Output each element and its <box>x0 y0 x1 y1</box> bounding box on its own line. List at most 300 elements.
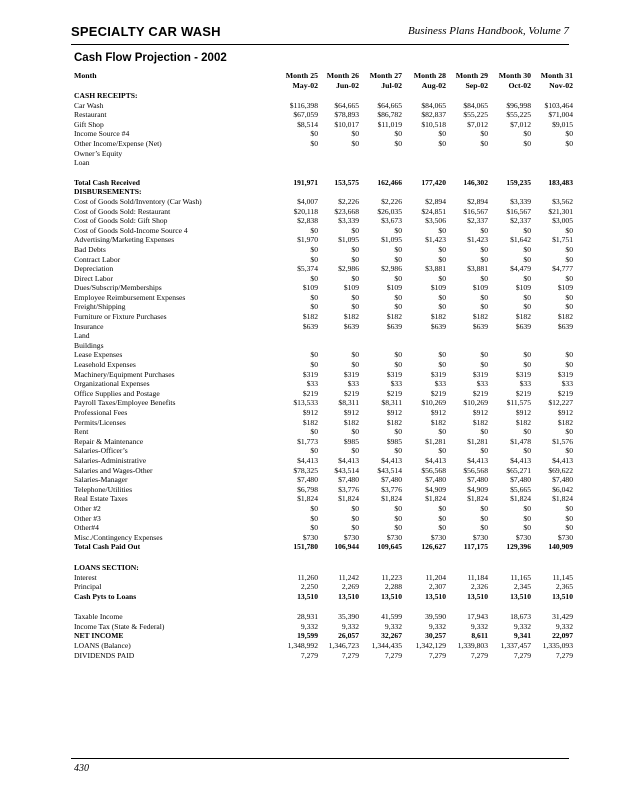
cell: $7,480 <box>552 475 573 485</box>
cell: $0 <box>565 302 573 312</box>
table-row <box>74 475 573 485</box>
table-row <box>74 158 564 168</box>
total-row <box>74 591 573 602</box>
cell: $2,226 <box>338 196 359 206</box>
cell: $86,782 <box>377 110 402 120</box>
cell: Month 27 <box>369 71 402 80</box>
cell: $0 <box>523 244 531 254</box>
cell: $0 <box>394 446 402 456</box>
cell: $16,567 <box>506 206 531 216</box>
cell: $0 <box>438 273 446 283</box>
cell: $0 <box>565 138 573 148</box>
row-label: DIVIDENDS PAID <box>74 650 135 660</box>
cell: $0 <box>565 503 573 513</box>
cell: $0 <box>523 225 531 235</box>
cell: 2,365 <box>555 582 573 592</box>
cell: 9,332 <box>384 621 402 631</box>
cell: $0 <box>523 503 531 513</box>
row-label: Other #3 <box>74 513 101 523</box>
cell: $730 <box>430 532 446 542</box>
table-row <box>74 216 573 226</box>
cell: $71,004 <box>548 110 573 120</box>
table-row <box>74 379 573 389</box>
row-label: LOANS (Balance) <box>74 641 131 651</box>
cell: $4,413 <box>338 455 359 465</box>
cell: $3,673 <box>381 216 402 226</box>
cell: $0 <box>565 254 573 264</box>
cell: $182 <box>430 417 446 427</box>
cell: 2,345 <box>513 582 531 592</box>
cell: $0 <box>480 225 488 235</box>
cell: $0 <box>351 244 359 254</box>
summary-row <box>74 631 573 641</box>
cell: $912 <box>302 408 318 417</box>
table-row <box>74 110 573 120</box>
cell: $0 <box>310 523 318 533</box>
cell: $0 <box>351 138 359 148</box>
cell: $2,337 <box>467 216 488 226</box>
cell: Nov-02 <box>549 81 573 90</box>
table-row <box>74 273 573 284</box>
page-number: 430 <box>74 763 89 774</box>
cell: $0 <box>394 273 402 283</box>
cell: $0 <box>565 446 573 456</box>
cell: $0 <box>351 360 359 370</box>
table-row <box>74 582 573 592</box>
cell: $0 <box>565 129 573 139</box>
cell: $0 <box>394 302 402 312</box>
cell: $0 <box>310 513 318 523</box>
cell: Month 30 <box>498 71 531 80</box>
cell: $7,012 <box>467 119 488 129</box>
row-label: LOANS SECTION: <box>74 562 139 572</box>
cell: $0 <box>438 446 446 456</box>
cell: $639 <box>430 321 446 331</box>
table-row <box>74 149 564 159</box>
cell: $56,568 <box>463 465 488 475</box>
cell: $0 <box>523 254 531 264</box>
row-label: Cost of Goods Sold: Gift Shop <box>74 216 168 226</box>
cell: $219 <box>302 388 318 398</box>
cell: $1,576 <box>552 436 573 446</box>
table-row <box>74 341 564 351</box>
cell: 117,175 <box>463 542 488 552</box>
table-row <box>74 484 573 495</box>
cell: $0 <box>523 523 531 533</box>
cell: $730 <box>472 532 488 542</box>
cell: $0 <box>310 292 318 302</box>
cell: Sep-02 <box>465 81 488 90</box>
row-label: Cost of Goods Sold-Income Source 4 <box>74 225 188 235</box>
cell: 41,599 <box>381 612 402 622</box>
cell: $182 <box>302 312 318 322</box>
row-label: NET INCOME <box>74 631 124 641</box>
cell: $319 <box>515 369 531 379</box>
row-label: Employee Reimbursement Expenses <box>74 292 186 302</box>
cell: 13,510 <box>552 591 573 601</box>
summary-row <box>74 621 573 632</box>
cell: $0 <box>310 360 318 370</box>
table-row <box>74 455 573 466</box>
cell: $0 <box>523 513 531 523</box>
row-label: Office Supplies and Postage <box>74 388 160 398</box>
table-row <box>74 254 573 265</box>
cell: 177,420 <box>421 177 446 187</box>
cell: 153,575 <box>334 177 359 187</box>
cell: $0 <box>480 129 488 139</box>
cell: $33 <box>519 379 531 389</box>
row-label: Taxable Income <box>74 612 123 622</box>
cell: $0 <box>351 446 359 456</box>
total-row <box>74 177 573 188</box>
cell: $10,269 <box>463 398 488 408</box>
table-row <box>74 513 573 524</box>
cell: $319 <box>557 369 573 379</box>
cell: 11,260 <box>297 572 318 582</box>
spacer <box>74 601 564 612</box>
page-title: Cash Flow Projection - 2002 <box>74 52 227 64</box>
row-label: Total Cash Received <box>74 177 140 187</box>
summary-row <box>74 650 573 661</box>
cell: $64,665 <box>377 100 402 110</box>
cell: $0 <box>438 513 446 523</box>
cell: $912 <box>430 408 446 417</box>
cell: $0 <box>523 350 531 360</box>
cell: $319 <box>343 369 359 379</box>
cell: $985 <box>343 436 359 446</box>
cell: 2,250 <box>300 582 318 592</box>
cell: $0 <box>438 129 446 139</box>
cell: $182 <box>302 417 318 427</box>
cell: 9,332 <box>300 621 318 631</box>
cell: 183,483 <box>548 177 573 187</box>
cell: $0 <box>480 302 488 312</box>
cell: $0 <box>351 302 359 312</box>
cell: $16,567 <box>463 206 488 216</box>
cell: $0 <box>394 244 402 254</box>
cell: $2,337 <box>510 216 531 226</box>
cell: $219 <box>472 388 488 398</box>
cell: $10,518 <box>421 119 446 129</box>
cell: $5,665 <box>510 484 531 494</box>
row-label: Cost of Goods Sold: Restaurant <box>74 206 171 216</box>
row-label: Car Wash <box>74 100 104 110</box>
cell: $1,281 <box>467 436 488 446</box>
cell: $109 <box>302 283 318 293</box>
cell: Aug-02 <box>421 81 446 90</box>
cell: $0 <box>523 292 531 302</box>
cell: $84,065 <box>421 100 446 110</box>
row-label: Salaries-Manager <box>74 475 128 485</box>
cell: $0 <box>523 138 531 148</box>
cell: $96,998 <box>506 100 531 110</box>
cell: 11,204 <box>425 572 446 582</box>
cell: $1,095 <box>381 235 402 245</box>
row-label: Furniture or Fixture Purchases <box>74 312 167 322</box>
cell: $730 <box>515 532 531 542</box>
row-label: Cash Pyts to Loans <box>74 591 137 601</box>
cell: $82,837 <box>421 110 446 120</box>
cell: 1,337,457 <box>500 641 531 651</box>
cell: $0 <box>351 350 359 360</box>
cell: $0 <box>480 254 488 264</box>
spacer <box>74 552 564 563</box>
cell: 2,326 <box>470 582 488 592</box>
cell: $182 <box>386 417 402 427</box>
cell: $0 <box>438 244 446 254</box>
cell: $1,423 <box>467 235 488 245</box>
cell: $219 <box>343 388 359 398</box>
cell: 19,599 <box>297 631 318 641</box>
cell: $20,118 <box>293 206 318 216</box>
header-row <box>74 81 573 91</box>
cell: 140,909 <box>548 542 573 552</box>
cell: $103,464 <box>544 100 573 110</box>
cell: $0 <box>523 427 531 437</box>
cell: $1,824 <box>297 494 318 504</box>
cell: $109 <box>430 283 446 293</box>
cell: $7,480 <box>297 475 318 485</box>
cell: $0 <box>310 129 318 139</box>
cell: $912 <box>472 408 488 417</box>
cell: $912 <box>343 408 359 417</box>
cell: $3,005 <box>552 216 573 226</box>
cell: $0 <box>351 513 359 523</box>
cell: $319 <box>430 369 446 379</box>
table-row <box>74 100 573 111</box>
cell: $2,986 <box>338 264 359 274</box>
cell: Jun-02 <box>336 81 359 90</box>
cell: 11,242 <box>338 572 359 582</box>
cell: 17,943 <box>467 612 488 622</box>
table-row <box>74 235 573 245</box>
row-label: Permits/Licenses <box>74 417 126 427</box>
row-label: Interest <box>74 572 97 582</box>
cell: $0 <box>480 292 488 302</box>
cell: $1,824 <box>552 494 573 504</box>
cell: $3,776 <box>381 484 402 494</box>
cell: 7,279 <box>428 650 446 660</box>
row-label: Gift Shop <box>74 119 104 129</box>
cell: 13,510 <box>467 591 488 601</box>
cell: $23,668 <box>334 206 359 216</box>
header-rule <box>71 44 569 45</box>
running-header-book: Business Plans Handbook, Volume 7 <box>407 25 569 37</box>
cell: $182 <box>515 312 531 322</box>
cell: $3,506 <box>425 216 446 226</box>
cell: $4,479 <box>510 264 531 274</box>
cell: $0 <box>438 292 446 302</box>
cell: 7,279 <box>341 650 359 660</box>
cell: $730 <box>302 532 318 542</box>
cell: $7,012 <box>510 119 531 129</box>
cell: $43,514 <box>334 465 359 475</box>
cell: $0 <box>394 129 402 139</box>
cell: $7,480 <box>338 475 359 485</box>
cell: $1,423 <box>425 235 446 245</box>
table-row <box>74 196 573 207</box>
cell: $4,413 <box>510 455 531 465</box>
cell: $1,824 <box>510 494 531 504</box>
row-label: Salaries-Administrative <box>74 455 147 465</box>
cell: $2,226 <box>381 196 402 206</box>
row-label: Month <box>74 71 97 80</box>
cell: $0 <box>394 350 402 360</box>
row-label: Leasehold Expenses <box>74 360 136 370</box>
cell: 191,971 <box>293 177 318 187</box>
row-label: Contract Labor <box>74 254 121 264</box>
cell: $109 <box>343 283 359 293</box>
cell: $0 <box>480 513 488 523</box>
row-label: Owner’s Equity <box>74 148 123 158</box>
cell: $2,894 <box>425 196 446 206</box>
cell: $730 <box>557 532 573 542</box>
table-row <box>74 503 573 514</box>
cell: $219 <box>386 388 402 398</box>
table-row <box>74 312 573 322</box>
footer-rule <box>71 758 569 759</box>
row-label: Rent <box>74 427 89 437</box>
cell: $985 <box>386 436 402 446</box>
cell: $0 <box>565 427 573 437</box>
cell: $0 <box>310 503 318 513</box>
cell: $0 <box>565 350 573 360</box>
cell: 13,510 <box>297 591 318 601</box>
row-label: Land <box>74 331 90 341</box>
cell: 28,931 <box>297 612 318 622</box>
cell: $912 <box>557 408 573 417</box>
cell: 126,627 <box>421 542 446 552</box>
cell: 11,184 <box>467 572 488 582</box>
row-label: Depreciation <box>74 264 114 274</box>
table-row <box>74 369 573 380</box>
cell: $109 <box>515 283 531 293</box>
cell: $0 <box>394 254 402 264</box>
cell: $0 <box>480 523 488 533</box>
cell: $0 <box>565 523 573 533</box>
row-label: Real Estate Taxes <box>74 494 128 504</box>
cell: $0 <box>480 427 488 437</box>
cell: $67,059 <box>293 110 318 120</box>
cell: $3,881 <box>467 264 488 274</box>
cell: $11,575 <box>506 398 531 408</box>
row-label: Restaurant <box>74 110 107 120</box>
cell: $1,824 <box>425 494 446 504</box>
cell: 30,257 <box>425 631 446 641</box>
cell: $0 <box>480 360 488 370</box>
cell: $1,824 <box>381 494 402 504</box>
cell: $0 <box>438 360 446 370</box>
cell: 7,279 <box>513 650 531 660</box>
cell: $109 <box>557 283 573 293</box>
cell: $0 <box>438 427 446 437</box>
cell: $7,480 <box>425 475 446 485</box>
row-label: Freight/Shipping <box>74 302 126 312</box>
cell: $8,311 <box>338 398 359 408</box>
cell: $55,225 <box>463 110 488 120</box>
table-row <box>74 138 573 149</box>
cell: $7,480 <box>381 475 402 485</box>
cell: 31,429 <box>552 612 573 622</box>
cell: $639 <box>302 321 318 331</box>
cell: $182 <box>515 417 531 427</box>
row-label: Principal <box>74 582 102 592</box>
cell: 9,332 <box>470 621 488 631</box>
cell: $319 <box>386 369 402 379</box>
row-label: Repair & Maintenance <box>74 436 144 446</box>
cell: $0 <box>351 292 359 302</box>
cell: $0 <box>351 503 359 513</box>
cell: $4,909 <box>425 484 446 494</box>
cell: $0 <box>480 446 488 456</box>
row-label: Dues/Subscrip/Memberships <box>74 283 162 293</box>
cell: Month 31 <box>540 71 573 80</box>
cell: $0 <box>310 273 318 283</box>
row-label: CASH RECEIPTS: <box>74 91 138 100</box>
cell: $912 <box>386 408 402 417</box>
table-row <box>74 129 573 139</box>
cell: 11,145 <box>552 572 573 582</box>
section-heading <box>74 563 564 573</box>
cell: 1,346,723 <box>328 641 359 651</box>
cell: $33 <box>347 379 359 389</box>
cell: 1,335,093 <box>542 641 573 651</box>
table-row <box>74 532 573 543</box>
cell: 13,510 <box>381 591 402 601</box>
cell: 1,348,992 <box>287 641 318 651</box>
cell: $4,413 <box>467 455 488 465</box>
cell: $3,562 <box>552 196 573 206</box>
cell: $24,851 <box>421 206 446 216</box>
cell: $4,413 <box>381 455 402 465</box>
cell: $1,751 <box>552 235 573 245</box>
cell: $0 <box>565 360 573 370</box>
cell: Oct-02 <box>508 81 531 90</box>
cell: $0 <box>523 446 531 456</box>
table-row <box>74 408 573 418</box>
row-label: Cost of Goods Sold/Inventory (Car Wash) <box>74 196 202 206</box>
row-label: Lease Expenses <box>74 350 123 360</box>
cell: $69,622 <box>548 465 573 475</box>
cell: $2,986 <box>381 264 402 274</box>
cell: 109,645 <box>377 542 402 552</box>
row-label: DISBURSEMENTS: <box>74 187 142 197</box>
cell: $6,042 <box>552 484 573 494</box>
cell: $33 <box>561 379 573 389</box>
table-row <box>74 494 573 504</box>
total-row <box>74 542 573 552</box>
section-heading <box>74 91 564 101</box>
table-row <box>74 119 573 130</box>
cell: $3,776 <box>338 484 359 494</box>
cell: $4,413 <box>425 455 446 465</box>
row-label: Other Income/Expense (Net) <box>74 138 162 148</box>
cell: $1,642 <box>510 235 531 245</box>
table-row <box>74 302 573 312</box>
cell: 7,279 <box>555 650 573 660</box>
cell: 11,165 <box>510 572 531 582</box>
row-label: Other #2 <box>74 503 101 513</box>
cell: $0 <box>310 225 318 235</box>
cell: $2,838 <box>297 216 318 226</box>
cell: $5,374 <box>297 264 318 274</box>
cell: $4,413 <box>297 455 318 465</box>
cell: $1,824 <box>338 494 359 504</box>
cell: 1,344,435 <box>371 641 402 651</box>
cell: $0 <box>394 292 402 302</box>
cell: $33 <box>434 379 446 389</box>
table-row <box>74 523 573 533</box>
